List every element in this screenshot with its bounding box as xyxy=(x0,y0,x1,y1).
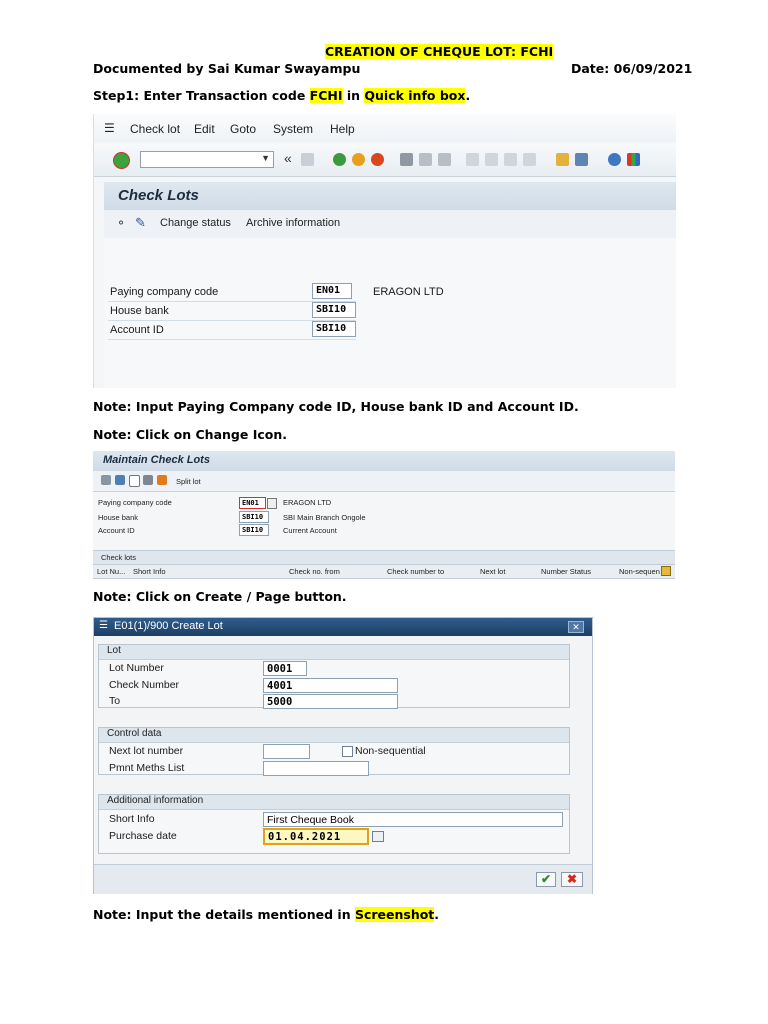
short-info-label: Short Info xyxy=(109,813,155,825)
menu-check-lot[interactable]: Check lot xyxy=(130,122,181,136)
last-page-icon[interactable] xyxy=(523,153,536,166)
split-arrow-icon[interactable] xyxy=(157,475,167,485)
title-prefix: CREATION OF CHEQUE LOT: xyxy=(325,44,521,59)
column-settings-icon[interactable] xyxy=(661,566,671,576)
collapse-arrows-icon[interactable]: « xyxy=(284,150,292,166)
house-bank-field: SBI10 xyxy=(239,511,269,523)
application-toolbar xyxy=(93,471,675,492)
calendar-icon[interactable] xyxy=(372,831,384,842)
first-page-icon[interactable] xyxy=(466,153,479,166)
layout-icon[interactable] xyxy=(627,153,640,166)
menu-edit[interactable]: Edit xyxy=(194,122,215,136)
step1-line xyxy=(93,88,470,103)
overview-icon[interactable] xyxy=(115,475,125,485)
title-code: FCHI xyxy=(520,44,554,59)
dialog-menu-icon[interactable]: ☰ xyxy=(99,620,108,631)
menu-bar xyxy=(94,114,676,142)
row-divider xyxy=(108,339,356,340)
delete-icon[interactable] xyxy=(143,475,153,485)
paying-company-code-label: Paying company code xyxy=(98,498,172,507)
selection-area xyxy=(104,238,676,388)
next-lot-number-label: Next lot number xyxy=(109,745,184,757)
column-number-status[interactable]: Number Status xyxy=(541,567,592,576)
note4-prefix: Note: Input the details mentioned in xyxy=(93,907,355,922)
cancel-button[interactable]: ✖ xyxy=(561,872,583,887)
non-sequential-label: Non-sequential xyxy=(355,745,426,757)
check-number-label: Check Number xyxy=(109,679,180,691)
menu-system[interactable]: System xyxy=(273,122,314,136)
column-short-info[interactable]: Short Info xyxy=(133,567,166,576)
create-lot-dialog xyxy=(93,617,593,894)
screen-title: Maintain Check Lots xyxy=(103,454,210,466)
note-1: Note: Input Paying Company code ID, House bank ID and Account ID. xyxy=(93,399,579,414)
menu-goto[interactable]: Goto xyxy=(230,122,257,136)
pencil-icon[interactable]: ✎ xyxy=(135,215,146,230)
close-icon[interactable]: ✕ xyxy=(568,621,584,633)
shortcut-icon[interactable] xyxy=(575,153,588,166)
split-lot-button[interactable]: Split lot xyxy=(176,477,201,486)
additional-information-group xyxy=(98,794,570,854)
step1-mid: in xyxy=(342,88,365,103)
author-line: Documented by Sai Kumar Swayampu xyxy=(93,61,361,76)
account-id-field: SBI10 xyxy=(239,524,269,536)
additional-information-title: Additional information xyxy=(107,795,204,806)
company-name-text: ERAGON LTD xyxy=(283,498,332,507)
cancel-icon[interactable] xyxy=(371,153,384,166)
exit-icon[interactable] xyxy=(352,153,365,166)
document-title xyxy=(325,44,553,59)
house-bank-field[interactable]: SBI10 xyxy=(312,302,356,318)
dialog-title: E01(1)/900 Create Lot xyxy=(114,620,223,632)
save-icon[interactable] xyxy=(301,153,314,166)
screen-title-bar xyxy=(104,182,676,210)
column-check-number-to[interactable]: Check number to xyxy=(387,567,445,576)
step1-end: . xyxy=(465,88,471,103)
print-icon[interactable] xyxy=(400,153,413,166)
possible-entries-icon[interactable] xyxy=(267,498,277,509)
payment-methods-list-label: Pmnt Meths List xyxy=(109,762,185,774)
purchase-date-label: Purchase date xyxy=(109,830,177,842)
dialog-footer xyxy=(94,864,592,894)
archive-information-button[interactable]: Archive information xyxy=(246,217,341,229)
purchase-date-field[interactable]: 01.04.2021 xyxy=(263,828,369,845)
note4-end: . xyxy=(434,907,440,922)
find-next-icon[interactable] xyxy=(438,153,451,166)
back-icon[interactable] xyxy=(333,153,346,166)
group-header xyxy=(99,795,569,810)
account-id-field[interactable]: SBI10 xyxy=(312,321,356,337)
note-3: Note: Click on Create / Page button. xyxy=(93,589,347,604)
column-next-lot[interactable]: Next lot xyxy=(480,567,506,576)
column-lot-number[interactable]: Lot Nu... xyxy=(97,567,126,576)
find-icon[interactable] xyxy=(419,153,432,166)
step1-code: FCHI xyxy=(309,88,343,103)
step1-box: Quick info box xyxy=(364,88,466,103)
check-lots-screenshot xyxy=(93,114,676,388)
house-bank-label: House bank xyxy=(98,513,139,522)
column-non-sequential[interactable]: Non-sequen xyxy=(619,567,660,576)
account-id-label: Account ID xyxy=(110,324,164,336)
create-page-icon[interactable] xyxy=(129,475,140,487)
application-toolbar xyxy=(104,210,676,239)
table-title-bar xyxy=(93,550,675,564)
confirm-button[interactable]: ✔ xyxy=(536,872,556,887)
enter-check-icon[interactable] xyxy=(113,152,130,169)
short-info-field[interactable]: First Cheque Book xyxy=(263,812,563,827)
chevron-down-icon[interactable]: ▼ xyxy=(261,153,270,163)
company-name-text: ERAGON LTD xyxy=(373,286,444,298)
screen-title: Check Lots xyxy=(118,187,199,204)
date-line: Date: 06/09/2021 xyxy=(571,61,693,76)
paying-company-code-field: EN01 xyxy=(239,497,266,509)
lot-number-label: Lot Number xyxy=(109,662,164,674)
next-page-icon[interactable] xyxy=(504,153,517,166)
new-session-icon[interactable] xyxy=(556,153,569,166)
non-sequential-checkbox[interactable] xyxy=(342,746,353,757)
to-number-field[interactable]: 5000 xyxy=(263,694,398,709)
note4-word: Screenshot xyxy=(354,907,435,922)
menu-help[interactable]: Help xyxy=(330,122,355,136)
check-lots-table xyxy=(93,550,675,578)
menu-icon[interactable]: ☰ xyxy=(104,121,115,135)
table-header-row xyxy=(93,564,675,579)
help-icon[interactable] xyxy=(608,153,621,166)
column-check-no-from[interactable]: Check no. from xyxy=(289,567,340,576)
step1-prefix: Step1: Enter Transaction code xyxy=(93,88,310,103)
note-2: Note: Click on Change Icon. xyxy=(93,427,287,442)
group-header xyxy=(99,645,569,660)
standard-toolbar xyxy=(94,144,676,177)
previous-page-icon[interactable] xyxy=(485,153,498,166)
paying-company-code-field[interactable]: EN01 xyxy=(312,283,352,299)
glasses-icon[interactable]: ⚬ xyxy=(116,216,127,230)
change-status-button[interactable]: Change status xyxy=(160,217,231,229)
command-field[interactable] xyxy=(140,151,274,168)
maintain-check-lots-screenshot xyxy=(93,451,675,578)
lot-group xyxy=(98,644,570,708)
dialog-title-bar xyxy=(94,618,592,636)
house-bank-label: House bank xyxy=(110,305,169,317)
check-number-field[interactable]: 4001 xyxy=(263,678,398,693)
control-data-title: Control data xyxy=(107,728,162,739)
screen-title-bar xyxy=(93,451,675,471)
account-description-text: Current Account xyxy=(283,526,337,535)
lot-number-field[interactable]: 0001 xyxy=(263,661,307,676)
to-label: To xyxy=(109,695,121,707)
note-4 xyxy=(93,907,439,922)
payment-methods-list-field[interactable] xyxy=(263,761,369,776)
account-id-label: Account ID xyxy=(98,526,135,535)
house-bank-name-text: SBI Main Branch Ongole xyxy=(283,513,366,522)
lot-group-title: Lot xyxy=(107,645,121,656)
change-glasses-icon[interactable] xyxy=(101,475,111,485)
table-title: Check lots xyxy=(101,553,137,562)
group-header xyxy=(99,728,569,743)
next-lot-number-field[interactable] xyxy=(263,744,310,759)
control-data-group xyxy=(98,727,570,775)
paying-company-code-label: Paying company code xyxy=(110,286,219,298)
